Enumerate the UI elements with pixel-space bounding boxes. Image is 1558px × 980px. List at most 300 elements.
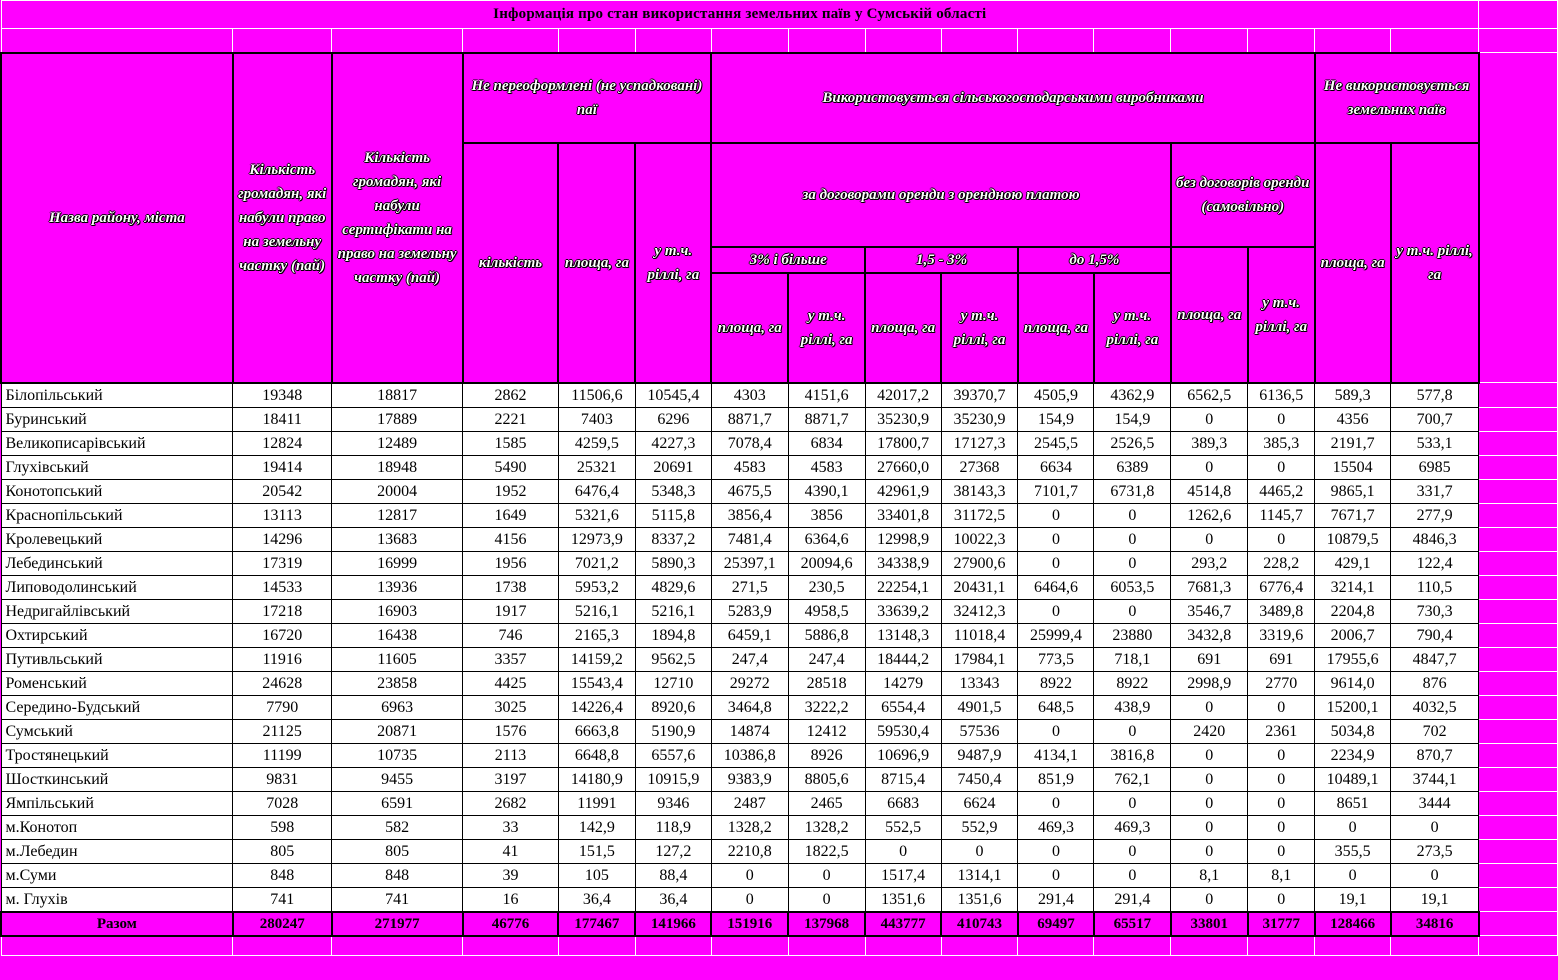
total-value-cell[interactable]: 151916 bbox=[711, 912, 788, 936]
value-cell[interactable]: 2998,9 bbox=[1171, 671, 1248, 695]
value-cell[interactable]: 3546,7 bbox=[1171, 599, 1248, 623]
value-cell[interactable]: 5216,1 bbox=[558, 599, 635, 623]
value-cell[interactable]: 39370,7 bbox=[941, 383, 1018, 408]
value-cell[interactable]: 0 bbox=[1248, 791, 1315, 815]
value-cell[interactable]: 247,4 bbox=[711, 647, 788, 671]
value-cell[interactable]: 0 bbox=[865, 839, 941, 863]
value-cell[interactable]: 0 bbox=[1171, 887, 1248, 912]
value-cell[interactable]: 8805,6 bbox=[788, 767, 865, 791]
value-cell[interactable]: 6624 bbox=[941, 791, 1018, 815]
value-cell[interactable]: 11506,6 bbox=[558, 383, 635, 408]
value-cell[interactable]: 4846,3 bbox=[1391, 527, 1479, 551]
value-cell[interactable]: 533,1 bbox=[1391, 431, 1479, 455]
value-cell[interactable]: 8,1 bbox=[1248, 863, 1315, 887]
district-name-cell[interactable]: м.Конотоп bbox=[1, 815, 233, 839]
value-cell[interactable]: 27368 bbox=[941, 455, 1018, 479]
district-name-cell[interactable]: Сумський bbox=[1, 719, 233, 743]
value-cell[interactable]: 17800,7 bbox=[865, 431, 941, 455]
value-cell[interactable]: 389,3 bbox=[1171, 431, 1248, 455]
value-cell[interactable]: 848 bbox=[332, 863, 463, 887]
value-cell[interactable]: 6476,4 bbox=[558, 479, 635, 503]
value-cell[interactable]: 2465 bbox=[788, 791, 865, 815]
value-cell[interactable]: 4390,1 bbox=[788, 479, 865, 503]
value-cell[interactable]: 3856 bbox=[788, 503, 865, 527]
value-cell[interactable]: 10915,9 bbox=[635, 767, 711, 791]
total-value-cell[interactable]: 31777 bbox=[1248, 912, 1315, 936]
value-cell[interactable]: 20542 bbox=[233, 479, 332, 503]
value-cell[interactable]: 438,9 bbox=[1094, 695, 1171, 719]
value-cell[interactable]: 4583 bbox=[711, 455, 788, 479]
value-cell[interactable]: 57536 bbox=[941, 719, 1018, 743]
value-cell[interactable]: 700,7 bbox=[1391, 407, 1479, 431]
value-cell[interactable]: 11605 bbox=[332, 647, 463, 671]
value-cell[interactable]: 691 bbox=[1171, 647, 1248, 671]
value-cell[interactable]: 19,1 bbox=[1391, 887, 1479, 912]
value-cell[interactable]: 5348,3 bbox=[635, 479, 711, 503]
value-cell[interactable]: 0 bbox=[1248, 767, 1315, 791]
value-cell[interactable]: 762,1 bbox=[1094, 767, 1171, 791]
value-cell[interactable]: 2682 bbox=[463, 791, 559, 815]
value-cell[interactable]: 1351,6 bbox=[941, 887, 1018, 912]
value-cell[interactable]: 7078,4 bbox=[711, 431, 788, 455]
value-cell[interactable]: 741 bbox=[332, 887, 463, 912]
value-cell[interactable]: 851,9 bbox=[1018, 767, 1094, 791]
value-cell[interactable]: 331,7 bbox=[1391, 479, 1479, 503]
value-cell[interactable]: 6464,6 bbox=[1018, 575, 1094, 599]
value-cell[interactable]: 6053,5 bbox=[1094, 575, 1171, 599]
value-cell[interactable]: 0 bbox=[1171, 407, 1248, 431]
value-cell[interactable]: 469,3 bbox=[1094, 815, 1171, 839]
value-cell[interactable]: 6389 bbox=[1094, 455, 1171, 479]
value-cell[interactable]: 5115,8 bbox=[635, 503, 711, 527]
value-cell[interactable]: 12412 bbox=[788, 719, 865, 743]
value-cell[interactable]: 5886,8 bbox=[788, 623, 865, 647]
value-cell[interactable]: 805 bbox=[332, 839, 463, 863]
value-cell[interactable]: 2191,7 bbox=[1315, 431, 1391, 455]
value-cell[interactable]: 2862 bbox=[463, 383, 559, 408]
value-cell[interactable]: 2210,8 bbox=[711, 839, 788, 863]
value-cell[interactable]: 6663,8 bbox=[558, 719, 635, 743]
value-cell[interactable]: 18948 bbox=[332, 455, 463, 479]
value-cell[interactable]: 0 bbox=[1094, 503, 1171, 527]
value-cell[interactable]: 13113 bbox=[233, 503, 332, 527]
value-cell[interactable]: 4032,5 bbox=[1391, 695, 1479, 719]
value-cell[interactable]: 105 bbox=[558, 863, 635, 887]
value-cell[interactable]: 5190,9 bbox=[635, 719, 711, 743]
value-cell[interactable]: 730,3 bbox=[1391, 599, 1479, 623]
value-cell[interactable]: 88,4 bbox=[635, 863, 711, 887]
district-name-cell[interactable]: Конотопський bbox=[1, 479, 233, 503]
value-cell[interactable]: 876 bbox=[1391, 671, 1479, 695]
value-cell[interactable]: 38143,3 bbox=[941, 479, 1018, 503]
value-cell[interactable]: 3357 bbox=[463, 647, 559, 671]
value-cell[interactable]: 741 bbox=[233, 887, 332, 912]
value-cell[interactable]: 39 bbox=[463, 863, 559, 887]
value-cell[interactable]: 36,4 bbox=[558, 887, 635, 912]
value-cell[interactable]: 15200,1 bbox=[1315, 695, 1391, 719]
value-cell[interactable]: 0 bbox=[711, 863, 788, 887]
value-cell[interactable]: 33639,2 bbox=[865, 599, 941, 623]
value-cell[interactable]: 2420 bbox=[1171, 719, 1248, 743]
value-cell[interactable]: 10879,5 bbox=[1315, 527, 1391, 551]
value-cell[interactable]: 3197 bbox=[463, 767, 559, 791]
value-cell[interactable]: 25397,1 bbox=[711, 551, 788, 575]
value-cell[interactable]: 13936 bbox=[332, 575, 463, 599]
value-cell[interactable]: 127,2 bbox=[635, 839, 711, 863]
value-cell[interactable]: 10545,4 bbox=[635, 383, 711, 408]
value-cell[interactable]: 7028 bbox=[233, 791, 332, 815]
value-cell[interactable]: 6683 bbox=[865, 791, 941, 815]
value-cell[interactable]: 0 bbox=[1248, 455, 1315, 479]
value-cell[interactable]: 2770 bbox=[1248, 671, 1315, 695]
total-value-cell[interactable]: 69497 bbox=[1018, 912, 1094, 936]
value-cell[interactable]: 25999,4 bbox=[1018, 623, 1094, 647]
value-cell[interactable]: 12489 bbox=[332, 431, 463, 455]
value-cell[interactable]: 1517,4 bbox=[865, 863, 941, 887]
value-cell[interactable]: 6296 bbox=[635, 407, 711, 431]
value-cell[interactable]: 6459,1 bbox=[711, 623, 788, 647]
value-cell[interactable]: 5034,8 bbox=[1315, 719, 1391, 743]
value-cell[interactable]: 16999 bbox=[332, 551, 463, 575]
value-cell[interactable]: 429,1 bbox=[1315, 551, 1391, 575]
value-cell[interactable]: 4847,7 bbox=[1391, 647, 1479, 671]
value-cell[interactable]: 273,5 bbox=[1391, 839, 1479, 863]
value-cell[interactable]: 41 bbox=[463, 839, 559, 863]
total-value-cell[interactable]: 443777 bbox=[865, 912, 941, 936]
value-cell[interactable]: 23880 bbox=[1094, 623, 1171, 647]
value-cell[interactable]: 0 bbox=[1018, 791, 1094, 815]
value-cell[interactable]: 32412,3 bbox=[941, 599, 1018, 623]
value-cell[interactable]: 8920,6 bbox=[635, 695, 711, 719]
value-cell[interactable]: 2487 bbox=[711, 791, 788, 815]
district-name-cell[interactable]: м.Суми bbox=[1, 863, 233, 887]
value-cell[interactable]: 0 bbox=[1248, 815, 1315, 839]
value-cell[interactable]: 355,5 bbox=[1315, 839, 1391, 863]
value-cell[interactable]: 469,3 bbox=[1018, 815, 1094, 839]
value-cell[interactable]: 18817 bbox=[332, 383, 463, 408]
value-cell[interactable]: 9831 bbox=[233, 767, 332, 791]
value-cell[interactable]: 9562,5 bbox=[635, 647, 711, 671]
value-cell[interactable]: 3489,8 bbox=[1248, 599, 1315, 623]
value-cell[interactable]: 5953,2 bbox=[558, 575, 635, 599]
value-cell[interactable]: 10489,1 bbox=[1315, 767, 1391, 791]
total-value-cell[interactable]: 137968 bbox=[788, 912, 865, 936]
value-cell[interactable]: 3744,1 bbox=[1391, 767, 1479, 791]
value-cell[interactable]: 7790 bbox=[233, 695, 332, 719]
value-cell[interactable]: 773,5 bbox=[1018, 647, 1094, 671]
value-cell[interactable]: 0 bbox=[1171, 791, 1248, 815]
total-value-cell[interactable]: 280247 bbox=[233, 912, 332, 936]
value-cell[interactable]: 1649 bbox=[463, 503, 559, 527]
value-cell[interactable]: 0 bbox=[1171, 767, 1248, 791]
district-name-cell[interactable]: Тростянецький bbox=[1, 743, 233, 767]
value-cell[interactable]: 4583 bbox=[788, 455, 865, 479]
value-cell[interactable]: 0 bbox=[1018, 599, 1094, 623]
district-name-cell[interactable]: Великописарівський bbox=[1, 431, 233, 455]
value-cell[interactable]: 35230,9 bbox=[865, 407, 941, 431]
value-cell[interactable]: 18444,2 bbox=[865, 647, 941, 671]
value-cell[interactable]: 702 bbox=[1391, 719, 1479, 743]
value-cell[interactable]: 228,2 bbox=[1248, 551, 1315, 575]
value-cell[interactable]: 122,4 bbox=[1391, 551, 1479, 575]
value-cell[interactable]: 11018,4 bbox=[941, 623, 1018, 647]
value-cell[interactable]: 552,9 bbox=[941, 815, 1018, 839]
district-name-cell[interactable]: Недригайлівський bbox=[1, 599, 233, 623]
value-cell[interactable]: 1314,1 bbox=[941, 863, 1018, 887]
value-cell[interactable]: 19348 bbox=[233, 383, 332, 408]
value-cell[interactable]: 8715,4 bbox=[865, 767, 941, 791]
value-cell[interactable]: 648,5 bbox=[1018, 695, 1094, 719]
total-value-cell[interactable]: 33801 bbox=[1171, 912, 1248, 936]
total-value-cell[interactable]: 271977 bbox=[332, 912, 463, 936]
value-cell[interactable]: 42017,2 bbox=[865, 383, 941, 408]
value-cell[interactable]: 2361 bbox=[1248, 719, 1315, 743]
value-cell[interactable]: 870,7 bbox=[1391, 743, 1479, 767]
value-cell[interactable]: 385,3 bbox=[1248, 431, 1315, 455]
value-cell[interactable]: 0 bbox=[941, 839, 1018, 863]
value-cell[interactable]: 8871,7 bbox=[711, 407, 788, 431]
value-cell[interactable]: 0 bbox=[711, 887, 788, 912]
value-cell[interactable]: 17127,3 bbox=[941, 431, 1018, 455]
value-cell[interactable]: 9346 bbox=[635, 791, 711, 815]
value-cell[interactable]: 35230,9 bbox=[941, 407, 1018, 431]
value-cell[interactable]: 0 bbox=[1315, 863, 1391, 887]
value-cell[interactable]: 7681,3 bbox=[1171, 575, 1248, 599]
value-cell[interactable]: 15504 bbox=[1315, 455, 1391, 479]
value-cell[interactable]: 6562,5 bbox=[1171, 383, 1248, 408]
value-cell[interactable]: 4425 bbox=[463, 671, 559, 695]
value-cell[interactable]: 7450,4 bbox=[941, 767, 1018, 791]
total-label[interactable]: Разом bbox=[1, 912, 233, 936]
value-cell[interactable]: 1576 bbox=[463, 719, 559, 743]
value-cell[interactable]: 4259,5 bbox=[558, 431, 635, 455]
value-cell[interactable]: 4156 bbox=[463, 527, 559, 551]
total-value-cell[interactable]: 177467 bbox=[558, 912, 635, 936]
value-cell[interactable]: 19,1 bbox=[1315, 887, 1391, 912]
value-cell[interactable]: 6136,5 bbox=[1248, 383, 1315, 408]
value-cell[interactable]: 14296 bbox=[233, 527, 332, 551]
value-cell[interactable]: 230,5 bbox=[788, 575, 865, 599]
value-cell[interactable]: 1894,8 bbox=[635, 623, 711, 647]
value-cell[interactable]: 8337,2 bbox=[635, 527, 711, 551]
value-cell[interactable]: 271,5 bbox=[711, 575, 788, 599]
value-cell[interactable]: 0 bbox=[1018, 719, 1094, 743]
value-cell[interactable]: 10386,8 bbox=[711, 743, 788, 767]
value-cell[interactable]: 14874 bbox=[711, 719, 788, 743]
value-cell[interactable]: 0 bbox=[1171, 839, 1248, 863]
value-cell[interactable]: 291,4 bbox=[1094, 887, 1171, 912]
value-cell[interactable]: 1262,6 bbox=[1171, 503, 1248, 527]
district-name-cell[interactable]: Лебединський bbox=[1, 551, 233, 575]
value-cell[interactable]: 16720 bbox=[233, 623, 332, 647]
value-cell[interactable]: 6985 bbox=[1391, 455, 1479, 479]
value-cell[interactable]: 8922 bbox=[1018, 671, 1094, 695]
value-cell[interactable]: 6557,6 bbox=[635, 743, 711, 767]
value-cell[interactable]: 9487,9 bbox=[941, 743, 1018, 767]
value-cell[interactable]: 22254,1 bbox=[865, 575, 941, 599]
value-cell[interactable]: 25321 bbox=[558, 455, 635, 479]
total-value-cell[interactable]: 128466 bbox=[1315, 912, 1391, 936]
district-name-cell[interactable]: Глухівський bbox=[1, 455, 233, 479]
value-cell[interactable]: 1328,2 bbox=[711, 815, 788, 839]
value-cell[interactable]: 17319 bbox=[233, 551, 332, 575]
value-cell[interactable]: 1585 bbox=[463, 431, 559, 455]
value-cell[interactable]: 4675,5 bbox=[711, 479, 788, 503]
value-cell[interactable]: 11199 bbox=[233, 743, 332, 767]
value-cell[interactable]: 8,1 bbox=[1171, 863, 1248, 887]
value-cell[interactable]: 0 bbox=[1171, 455, 1248, 479]
value-cell[interactable]: 1952 bbox=[463, 479, 559, 503]
value-cell[interactable]: 23858 bbox=[332, 671, 463, 695]
value-cell[interactable]: 4356 bbox=[1315, 407, 1391, 431]
value-cell[interactable]: 110,5 bbox=[1391, 575, 1479, 599]
value-cell[interactable]: 17889 bbox=[332, 407, 463, 431]
value-cell[interactable]: 4901,5 bbox=[941, 695, 1018, 719]
value-cell[interactable]: 247,4 bbox=[788, 647, 865, 671]
district-name-cell[interactable]: Ямпільський bbox=[1, 791, 233, 815]
value-cell[interactable]: 14226,4 bbox=[558, 695, 635, 719]
value-cell[interactable]: 0 bbox=[1018, 551, 1094, 575]
value-cell[interactable]: 17218 bbox=[233, 599, 332, 623]
value-cell[interactable]: 10696,9 bbox=[865, 743, 941, 767]
value-cell[interactable]: 0 bbox=[1094, 839, 1171, 863]
value-cell[interactable]: 3214,1 bbox=[1315, 575, 1391, 599]
value-cell[interactable]: 4134,1 bbox=[1018, 743, 1094, 767]
value-cell[interactable]: 0 bbox=[1171, 695, 1248, 719]
value-cell[interactable]: 7101,7 bbox=[1018, 479, 1094, 503]
value-cell[interactable]: 16903 bbox=[332, 599, 463, 623]
value-cell[interactable]: 2165,3 bbox=[558, 623, 635, 647]
value-cell[interactable]: 16 bbox=[463, 887, 559, 912]
value-cell[interactable]: 0 bbox=[1315, 815, 1391, 839]
value-cell[interactable]: 4829,6 bbox=[635, 575, 711, 599]
value-cell[interactable]: 6776,4 bbox=[1248, 575, 1315, 599]
value-cell[interactable]: 4362,9 bbox=[1094, 383, 1171, 408]
value-cell[interactable]: 5216,1 bbox=[635, 599, 711, 623]
value-cell[interactable]: 154,9 bbox=[1018, 407, 1094, 431]
value-cell[interactable]: 0 bbox=[1171, 527, 1248, 551]
value-cell[interactable]: 14159,2 bbox=[558, 647, 635, 671]
value-cell[interactable]: 0 bbox=[1018, 527, 1094, 551]
value-cell[interactable]: 790,4 bbox=[1391, 623, 1479, 647]
value-cell[interactable]: 3319,6 bbox=[1248, 623, 1315, 647]
value-cell[interactable]: 0 bbox=[1094, 791, 1171, 815]
value-cell[interactable]: 4505,9 bbox=[1018, 383, 1094, 408]
value-cell[interactable]: 6554,4 bbox=[865, 695, 941, 719]
value-cell[interactable]: 2234,9 bbox=[1315, 743, 1391, 767]
value-cell[interactable]: 0 bbox=[1248, 695, 1315, 719]
value-cell[interactable]: 14533 bbox=[233, 575, 332, 599]
value-cell[interactable]: 12998,9 bbox=[865, 527, 941, 551]
value-cell[interactable]: 20094,6 bbox=[788, 551, 865, 575]
value-cell[interactable]: 0 bbox=[1094, 599, 1171, 623]
value-cell[interactable]: 1822,5 bbox=[788, 839, 865, 863]
value-cell[interactable]: 1328,2 bbox=[788, 815, 865, 839]
value-cell[interactable]: 20004 bbox=[332, 479, 463, 503]
value-cell[interactable]: 59530,4 bbox=[865, 719, 941, 743]
total-value-cell[interactable]: 34816 bbox=[1391, 912, 1479, 936]
value-cell[interactable]: 42961,9 bbox=[865, 479, 941, 503]
total-value-cell[interactable]: 65517 bbox=[1094, 912, 1171, 936]
value-cell[interactable]: 4465,2 bbox=[1248, 479, 1315, 503]
value-cell[interactable]: 2204,8 bbox=[1315, 599, 1391, 623]
value-cell[interactable]: 20431,1 bbox=[941, 575, 1018, 599]
value-cell[interactable]: 746 bbox=[463, 623, 559, 647]
value-cell[interactable]: 24628 bbox=[233, 671, 332, 695]
value-cell[interactable]: 5283,9 bbox=[711, 599, 788, 623]
value-cell[interactable]: 598 bbox=[233, 815, 332, 839]
value-cell[interactable]: 3856,4 bbox=[711, 503, 788, 527]
value-cell[interactable]: 154,9 bbox=[1094, 407, 1171, 431]
value-cell[interactable]: 589,3 bbox=[1315, 383, 1391, 408]
value-cell[interactable]: 0 bbox=[1171, 743, 1248, 767]
value-cell[interactable]: 0 bbox=[1094, 719, 1171, 743]
value-cell[interactable]: 2545,5 bbox=[1018, 431, 1094, 455]
value-cell[interactable]: 20871 bbox=[332, 719, 463, 743]
value-cell[interactable]: 0 bbox=[1171, 815, 1248, 839]
value-cell[interactable]: 3025 bbox=[463, 695, 559, 719]
value-cell[interactable]: 718,1 bbox=[1094, 647, 1171, 671]
value-cell[interactable]: 36,4 bbox=[635, 887, 711, 912]
value-cell[interactable]: 142,9 bbox=[558, 815, 635, 839]
value-cell[interactable]: 848 bbox=[233, 863, 332, 887]
value-cell[interactable]: 9865,1 bbox=[1315, 479, 1391, 503]
value-cell[interactable]: 7403 bbox=[558, 407, 635, 431]
value-cell[interactable]: 0 bbox=[1248, 743, 1315, 767]
value-cell[interactable]: 291,4 bbox=[1018, 887, 1094, 912]
value-cell[interactable]: 1738 bbox=[463, 575, 559, 599]
value-cell[interactable]: 4151,6 bbox=[788, 383, 865, 408]
value-cell[interactable]: 691 bbox=[1248, 647, 1315, 671]
value-cell[interactable]: 2221 bbox=[463, 407, 559, 431]
value-cell[interactable]: 33401,8 bbox=[865, 503, 941, 527]
district-name-cell[interactable]: Кролевецький bbox=[1, 527, 233, 551]
value-cell[interactable]: 3222,2 bbox=[788, 695, 865, 719]
value-cell[interactable]: 5490 bbox=[463, 455, 559, 479]
value-cell[interactable]: 6963 bbox=[332, 695, 463, 719]
value-cell[interactable]: 13343 bbox=[941, 671, 1018, 695]
value-cell[interactable]: 0 bbox=[1018, 839, 1094, 863]
value-cell[interactable]: 12817 bbox=[332, 503, 463, 527]
value-cell[interactable]: 7481,4 bbox=[711, 527, 788, 551]
value-cell[interactable]: 6834 bbox=[788, 431, 865, 455]
value-cell[interactable]: 6591 bbox=[332, 791, 463, 815]
district-name-cell[interactable]: Буринський bbox=[1, 407, 233, 431]
value-cell[interactable]: 0 bbox=[788, 863, 865, 887]
value-cell[interactable]: 27900,6 bbox=[941, 551, 1018, 575]
value-cell[interactable]: 6364,6 bbox=[788, 527, 865, 551]
value-cell[interactable]: 4958,5 bbox=[788, 599, 865, 623]
district-name-cell[interactable]: Шосткинський bbox=[1, 767, 233, 791]
value-cell[interactable]: 3464,8 bbox=[711, 695, 788, 719]
value-cell[interactable]: 582 bbox=[332, 815, 463, 839]
district-name-cell[interactable]: м.Лебедин bbox=[1, 839, 233, 863]
value-cell[interactable]: 14180,9 bbox=[558, 767, 635, 791]
value-cell[interactable]: 0 bbox=[1248, 527, 1315, 551]
value-cell[interactable]: 0 bbox=[1094, 551, 1171, 575]
total-value-cell[interactable]: 46776 bbox=[463, 912, 559, 936]
district-name-cell[interactable]: Білопільський bbox=[1, 383, 233, 408]
value-cell[interactable]: 805 bbox=[233, 839, 332, 863]
value-cell[interactable]: 1956 bbox=[463, 551, 559, 575]
value-cell[interactable]: 9383,9 bbox=[711, 767, 788, 791]
value-cell[interactable]: 8651 bbox=[1315, 791, 1391, 815]
value-cell[interactable]: 9614,0 bbox=[1315, 671, 1391, 695]
value-cell[interactable]: 28518 bbox=[788, 671, 865, 695]
total-value-cell[interactable]: 141966 bbox=[635, 912, 711, 936]
value-cell[interactable]: 0 bbox=[1094, 527, 1171, 551]
value-cell[interactable]: 17984,1 bbox=[941, 647, 1018, 671]
